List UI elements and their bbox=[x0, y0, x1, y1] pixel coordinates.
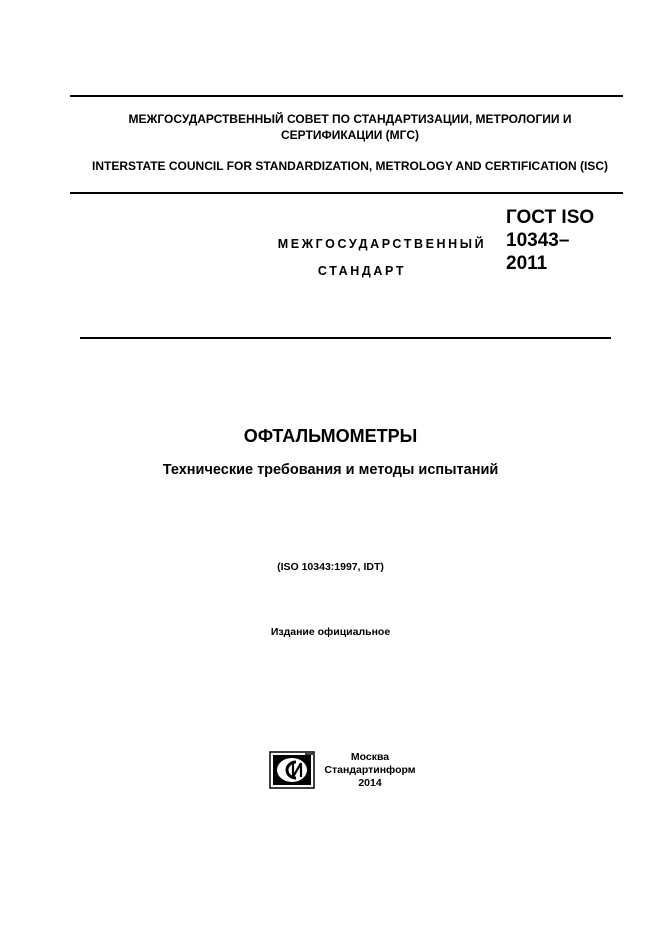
publisher-info bbox=[318, 751, 422, 790]
code-bottom-rule bbox=[80, 337, 611, 339]
publisher-year: 2014 bbox=[358, 777, 382, 789]
standard-code bbox=[506, 206, 626, 275]
publisher-name: Стандартинформ bbox=[324, 764, 416, 776]
council-name-en: INTERSTATE COUNCIL FOR STANDARDIZATION, METROLOGY AND CERTIFICATION (ISC) bbox=[92, 159, 608, 173]
edition-note: Издание официальное bbox=[270, 626, 391, 638]
header-bottom-rule bbox=[70, 192, 623, 194]
standard-code-line3: 2011 bbox=[506, 253, 548, 274]
top-rule bbox=[70, 95, 623, 97]
standartinform-logo-icon bbox=[269, 751, 315, 789]
standard-code-line2: 10343– bbox=[506, 230, 570, 251]
standard-label-line1: МЕЖГОСУДАРСТВЕННЫЙ bbox=[277, 237, 487, 251]
publisher-city: Москва bbox=[350, 751, 390, 763]
document-subtitle: Технические требования и методы испытаний bbox=[162, 462, 499, 478]
document-title: ОФТАЛЬМОМЕТРЫ bbox=[243, 426, 418, 446]
council-name-ru: МЕЖГОСУДАРСТВЕННЫЙ СОВЕТ ПО СТАНДАРТИЗАЦИИ, МЕТРОЛОГИИ И СЕРТИФИКАЦИИ (МГС) bbox=[128, 112, 572, 142]
standard-label-line2: СТАНДАРТ bbox=[317, 264, 407, 278]
standard-code-line1: ГОСТ ISO bbox=[506, 207, 595, 228]
iso-reference: (ISO 10343:1997, IDT) bbox=[277, 561, 384, 573]
